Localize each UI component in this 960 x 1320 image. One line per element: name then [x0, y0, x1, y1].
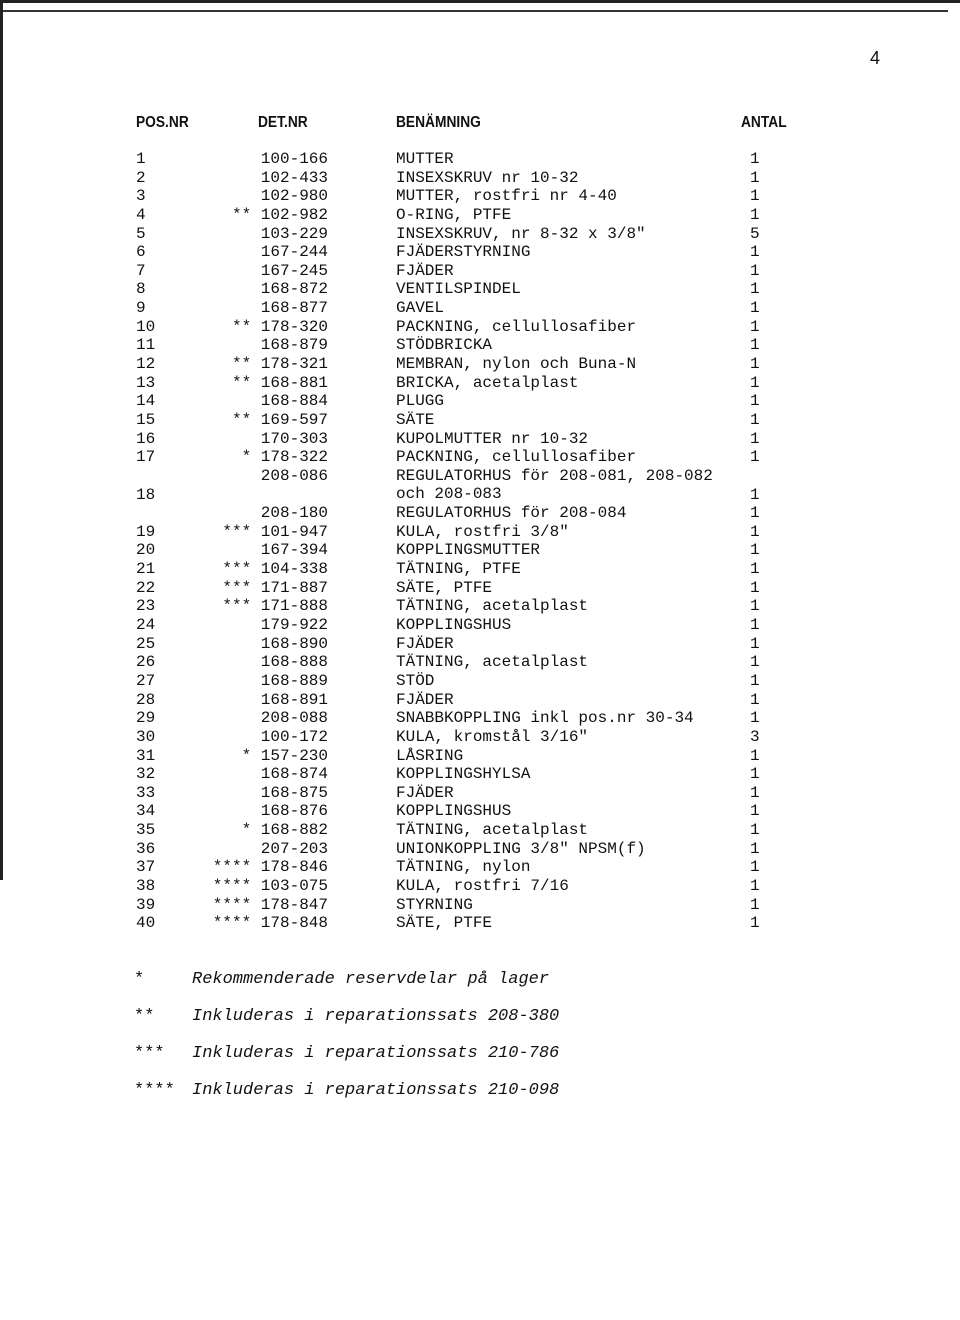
- pos-cell: 8: [136, 280, 146, 299]
- benamning-cell: REGULATORHUS för 208-084: [396, 504, 627, 523]
- det-cell: 208-180: [260, 504, 328, 523]
- table-row: [0, 318, 960, 337]
- table-row: [0, 504, 960, 523]
- det-cell: ** 168-881: [231, 373, 328, 392]
- table-row: [0, 877, 960, 896]
- det-cell: ** 178-320: [231, 317, 328, 336]
- pos-cell: 4: [136, 205, 146, 224]
- table-row: [0, 448, 960, 467]
- benamning-cell: KUPOLMUTTER nr 10-32: [396, 429, 589, 448]
- pos-cell: 19: [136, 522, 156, 541]
- antal-cell: 1: [750, 802, 760, 821]
- pos-cell: 14: [136, 392, 156, 411]
- det-cell: 168-891: [260, 690, 328, 709]
- benamning-cell: KULA, rostfri 3/8": [396, 522, 569, 541]
- antal-cell: 1: [750, 746, 760, 765]
- table-row: [0, 392, 960, 411]
- table-row: [0, 728, 960, 747]
- benamning-cell: TÄTNING, acetalplast: [396, 597, 589, 616]
- table-row: [0, 635, 960, 654]
- legend-text: Inkluderas i reparationssats 208-380: [192, 1007, 560, 1026]
- det-cell: 168-874: [260, 765, 328, 784]
- antal-cell: 1: [750, 280, 760, 299]
- table-row: [0, 225, 960, 244]
- benamning-cell: SÄTE, PTFE: [396, 914, 493, 933]
- det-cell: *** 104-338: [222, 560, 328, 579]
- pos-cell: 37: [136, 858, 156, 877]
- legend-text: Rekommenderade reservdelar på lager: [192, 970, 550, 989]
- det-cell: 168-872: [260, 280, 328, 299]
- table-row: [0, 840, 960, 859]
- pos-cell: 6: [136, 243, 146, 262]
- benamning-cell: INSEXSKRUV nr 10-32: [396, 168, 579, 187]
- benamning-cell: VENTILSPINDEL: [396, 280, 521, 299]
- table-row: [0, 280, 960, 299]
- antal-cell: 1: [750, 373, 760, 392]
- benamning-cell: KOPPLINGSHUS: [396, 616, 512, 635]
- page-border-line: [0, 10, 948, 12]
- antal-cell: 1: [750, 429, 760, 448]
- legend-item: [0, 1007, 960, 1044]
- antal-cell: 1: [750, 541, 760, 560]
- benamning-cell: MUTTER, rostfri nr 4-40: [396, 187, 617, 206]
- pos-cell: 1: [136, 150, 146, 168]
- pos-cell: 33: [136, 783, 156, 802]
- det-cell: *** 171-888: [222, 597, 328, 616]
- table-row: [0, 243, 960, 262]
- pos-cell: 5: [136, 224, 146, 243]
- header-benamning: BENÄMNING: [396, 114, 481, 131]
- table-row: [0, 858, 960, 877]
- antal-cell: 1: [750, 821, 760, 840]
- pos-cell: 10: [136, 317, 156, 336]
- pos-cell: 26: [136, 653, 156, 672]
- table-row: [0, 579, 960, 598]
- benamning-cell: KOPPLINGSMUTTER: [396, 541, 541, 560]
- det-cell: 168-888: [260, 653, 328, 672]
- benamning-cell: O-RING, PTFE: [396, 205, 512, 224]
- antal-cell: 1: [750, 150, 760, 168]
- det-cell: 170-303: [260, 429, 328, 448]
- benamning-cell: TÄTNING, nylon: [396, 858, 531, 877]
- benamning-cell: MEMBRAN, nylon och Buna-N: [396, 355, 637, 374]
- det-cell: ** 169-597: [231, 410, 328, 429]
- det-cell: 168-876: [260, 802, 328, 821]
- table-row: [0, 374, 960, 393]
- pos-cell: 27: [136, 671, 156, 690]
- antal-cell: 1: [750, 448, 760, 467]
- antal-cell: 1: [750, 261, 760, 280]
- antal-cell: 1: [750, 243, 760, 262]
- antal-cell: 1: [750, 205, 760, 224]
- benamning-line-2: och 208-083: [396, 484, 502, 503]
- det-cell: 208-086: [260, 466, 328, 485]
- pos-cell: 30: [136, 727, 156, 746]
- pos-cell: 38: [136, 877, 156, 895]
- antal-cell: 1: [750, 709, 760, 728]
- pos-cell: 15: [136, 410, 156, 429]
- table-row: [0, 187, 960, 206]
- det-cell: ** 102-982: [231, 205, 328, 224]
- det-cell: 207-203: [260, 839, 328, 858]
- benamning-cell: SNABBKOPPLING inkl pos.nr 30-34: [396, 709, 694, 728]
- benamning-cell: TÄTNING, acetalplast: [396, 821, 589, 840]
- det-cell: **** 178-846: [212, 858, 328, 877]
- benamning-cell: GAVEL: [396, 299, 445, 318]
- antal-cell: 1: [750, 690, 760, 709]
- antal-cell: 1: [750, 616, 760, 635]
- table-row: [0, 169, 960, 188]
- table-row: [0, 691, 960, 710]
- benamning-cell: BRICKA, acetalplast: [396, 373, 579, 392]
- table-row: [0, 430, 960, 449]
- det-cell: 168-879: [260, 336, 328, 355]
- antal-cell: 5: [750, 224, 760, 243]
- det-cell: * 168-882: [241, 821, 328, 840]
- det-cell: 102-980: [260, 187, 328, 206]
- det-cell: * 178-322: [241, 448, 328, 467]
- det-cell: 168-875: [260, 783, 328, 802]
- antal-cell: 1: [750, 392, 760, 411]
- benamning-cell: KULA, kromstål 3/16": [396, 727, 589, 746]
- benamning-cell: STYRNING: [396, 895, 473, 914]
- table-row: [0, 206, 960, 225]
- pos-cell: 16: [136, 429, 156, 448]
- legend-text: Inkluderas i reparationssats 210-786: [192, 1044, 560, 1063]
- legend-item: [0, 1081, 960, 1118]
- antal-cell: 1: [750, 317, 760, 336]
- benamning-cell: MUTTER: [396, 150, 454, 168]
- page-number: 4: [870, 48, 881, 68]
- benamning-cell: FJÄDERSTYRNING: [396, 243, 531, 262]
- pos-cell: 28: [136, 690, 156, 709]
- pos-cell: 40: [136, 914, 156, 933]
- det-cell: 208-088: [260, 709, 328, 728]
- legend-mark: **: [134, 1007, 155, 1026]
- table-row: [0, 355, 960, 374]
- antal-cell: 1: [750, 914, 760, 933]
- antal-cell: 1: [750, 522, 760, 541]
- table-row: [0, 411, 960, 430]
- antal-cell: 1: [750, 355, 760, 374]
- antal-cell: 1: [750, 168, 760, 187]
- header-det-nr: DET.NR: [258, 114, 308, 131]
- benamning-cell: SÄTE, PTFE: [396, 578, 493, 597]
- pos-cell: 13: [136, 373, 156, 392]
- pos-cell: 17: [136, 448, 156, 467]
- legend: [0, 970, 960, 1118]
- table-row: [0, 821, 960, 840]
- pos-cell: 12: [136, 355, 156, 374]
- det-cell: *** 171-887: [222, 578, 328, 597]
- benamning-line-1: REGULATORHUS för 208-081, 208-082: [396, 466, 713, 485]
- antal-cell: 1: [750, 410, 760, 429]
- legend-mark: *: [134, 970, 145, 989]
- benamning-cell: TÄTNING, acetalplast: [396, 653, 589, 672]
- pos-cell: 39: [136, 895, 156, 914]
- table-row: [0, 784, 960, 803]
- antal-cell: 1: [750, 895, 760, 914]
- table-row: [0, 709, 960, 728]
- antal-cell: 1: [750, 187, 760, 206]
- pos-cell: 34: [136, 802, 156, 821]
- det-cell: 103-229: [260, 224, 328, 243]
- pos-cell: 11: [136, 336, 156, 355]
- table-row: [0, 765, 960, 784]
- benamning-cell: FJÄDER: [396, 690, 454, 709]
- benamning-cell: SÄTE: [396, 410, 435, 429]
- antal-cell: 1: [750, 783, 760, 802]
- table-row: [0, 336, 960, 355]
- antal-cell: 1: [750, 336, 760, 355]
- pos-cell: 3: [136, 187, 146, 206]
- table-row: [0, 747, 960, 766]
- legend-mark: ****: [134, 1081, 175, 1100]
- pos-cell: 36: [136, 839, 156, 858]
- benamning-cell: KOPPLINGSHUS: [396, 802, 512, 821]
- antal-cell: 1: [750, 653, 760, 672]
- pos-cell: 29: [136, 709, 156, 728]
- antal-cell: 1: [750, 858, 760, 877]
- det-cell: 100-166: [260, 150, 328, 168]
- benamning-cell: FJÄDER: [396, 783, 454, 802]
- table-row: [0, 523, 960, 542]
- det-cell: 168-884: [260, 392, 328, 411]
- antal-cell: 1: [750, 597, 760, 616]
- antal-cell: 1: [750, 578, 760, 597]
- det-cell: ** 178-321: [231, 355, 328, 374]
- antal-cell: 1: [750, 634, 760, 653]
- antal-cell: 1: [750, 839, 760, 858]
- det-cell: 168-889: [260, 671, 328, 690]
- table-row: [0, 672, 960, 691]
- pos-cell: 9: [136, 299, 146, 318]
- table-row: [0, 616, 960, 635]
- antal-cell: 3: [750, 727, 760, 746]
- pos-cell: 35: [136, 821, 156, 840]
- benamning-cell: TÄTNING, PTFE: [396, 560, 521, 579]
- pos-cell: 7: [136, 261, 146, 280]
- legend-item: [0, 1044, 960, 1081]
- benamning-cell: KULA, rostfri 7/16: [396, 877, 569, 895]
- legend-text: Inkluderas i reparationssats 210-098: [192, 1081, 560, 1100]
- table-row: [0, 597, 960, 616]
- det-cell: *** 101-947: [222, 522, 328, 541]
- table-row: [0, 262, 960, 281]
- benamning-cell: PLUGG: [396, 392, 445, 411]
- det-cell: **** 178-848: [212, 914, 328, 933]
- benamning-cell: STÖDBRICKA: [396, 336, 493, 355]
- antal-cell: 1: [750, 877, 760, 895]
- page-border-top: [0, 0, 960, 3]
- legend-item: [0, 970, 960, 1007]
- pos-cell: 24: [136, 616, 156, 635]
- table-row: [0, 299, 960, 318]
- pos-cell: 22: [136, 578, 156, 597]
- pos-cell: 23: [136, 597, 156, 616]
- antal-cell: 1: [750, 765, 760, 784]
- legend-mark: ***: [134, 1044, 165, 1063]
- det-cell: 167-244: [260, 243, 328, 262]
- table-row: [0, 802, 960, 821]
- table-row: [0, 541, 960, 560]
- benamning-cell: [396, 467, 713, 503]
- antal-cell: 1: [750, 671, 760, 690]
- table-row: [0, 653, 960, 672]
- benamning-cell: FJÄDER: [396, 261, 454, 280]
- benamning-cell: INSEXSKRUV, nr 8-32 x 3/8": [396, 224, 646, 243]
- det-cell: * 157-230: [241, 746, 328, 765]
- benamning-cell: LÅSRING: [396, 746, 464, 765]
- parts-table: [0, 150, 960, 933]
- det-cell: 100-172: [260, 727, 328, 746]
- benamning-cell: KOPPLINGSHYLSA: [396, 765, 531, 784]
- det-cell: **** 178-847: [212, 895, 328, 914]
- pos-cell: 18: [136, 485, 156, 504]
- det-cell: 167-394: [260, 541, 328, 560]
- antal-cell: 1: [750, 485, 760, 504]
- pos-cell: 32: [136, 765, 156, 784]
- benamning-cell: FJÄDER: [396, 634, 454, 653]
- header-antal: ANTAL: [741, 114, 787, 131]
- pos-cell: 21: [136, 560, 156, 579]
- pos-cell: 20: [136, 541, 156, 560]
- benamning-cell: PACKNING, cellullosafiber: [396, 448, 637, 467]
- benamning-cell: PACKNING, cellullosafiber: [396, 317, 637, 336]
- pos-cell: 31: [136, 746, 156, 765]
- benamning-cell: STÖD: [396, 671, 435, 690]
- table-row: [0, 150, 960, 169]
- pos-cell: 2: [136, 168, 146, 187]
- table-row: [0, 896, 960, 915]
- pos-cell: 25: [136, 634, 156, 653]
- det-cell: **** 103-075: [212, 877, 328, 895]
- det-cell: 179-922: [260, 616, 328, 635]
- det-cell: 167-245: [260, 261, 328, 280]
- antal-cell: 1: [750, 560, 760, 579]
- antal-cell: 1: [750, 504, 760, 523]
- table-row: [0, 560, 960, 579]
- det-cell: 168-890: [260, 634, 328, 653]
- antal-cell: 1: [750, 299, 760, 318]
- benamning-cell: UNIONKOPPLING 3/8" NPSM(f): [396, 839, 646, 858]
- table-row: [0, 914, 960, 933]
- det-cell: 102-433: [260, 168, 328, 187]
- table-row: [0, 467, 960, 504]
- det-cell: 168-877: [260, 299, 328, 318]
- header-pos-nr: POS.NR: [136, 114, 189, 131]
